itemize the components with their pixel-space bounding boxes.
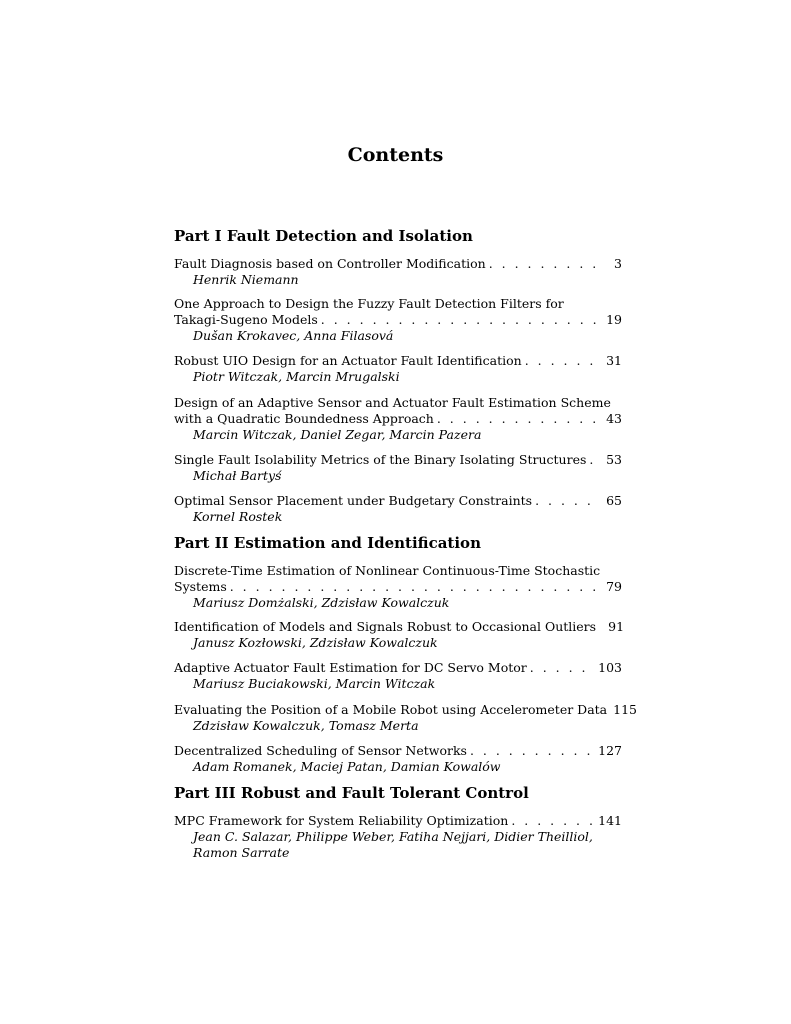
dot-leader [589, 452, 597, 468]
entry-title: Design of an Adaptive Sensor and Actuator Fault Estimation Scheme [174, 395, 611, 410]
dot-leader [511, 813, 595, 829]
dot-leader [321, 312, 597, 328]
entry-title-line [174, 813, 622, 829]
entry-authors: Mariusz Domżalski, Zdzisław Kowalczuk [193, 595, 450, 610]
entry-authors: Henrik Niemann [193, 272, 299, 287]
entry-title: One Approach to Design the Fuzzy Fault Detection Filters for [174, 296, 564, 311]
entry-title: MPC Framework for System Reliability Optimization [174, 813, 509, 828]
page-number: 53 [606, 452, 622, 467]
page-number: 43 [606, 411, 622, 426]
entry-title: with a Quadratic Boundedness Approach [174, 411, 434, 426]
toc-entry[interactable] [174, 619, 625, 651]
toc-entry[interactable] [174, 353, 622, 385]
entry-authors: Mariusz Buciakowski, Marcin Witczak [193, 676, 436, 691]
toc-entry[interactable] [174, 493, 622, 525]
entry-title: Takagi-Sugeno Models [174, 312, 318, 327]
dot-leader [525, 353, 597, 369]
entry-title-line [174, 256, 622, 272]
entry-title: Robust UIO Design for an Actuator Fault Identification [174, 353, 522, 368]
entry-title-line [174, 660, 622, 676]
page-number: 91 [608, 619, 625, 634]
page-number: 31 [606, 353, 622, 368]
entry-title: Identification of Models and Signals Robust to Occasional Outliers [174, 619, 597, 634]
toc-entry[interactable] [174, 702, 637, 734]
dot-leader [535, 493, 597, 509]
page-number: 19 [606, 312, 622, 327]
toc-entry[interactable] [174, 296, 622, 344]
entry-title-line [174, 411, 622, 427]
toc-entry[interactable] [174, 743, 622, 775]
toc-entry[interactable] [174, 395, 622, 443]
entry-authors: Kornel Rostek [193, 509, 283, 524]
entry-authors: Adam Romanek, Maciej Patan, Damian Kowalów [193, 759, 501, 774]
page-number: 3 [614, 256, 622, 271]
entry-authors: Jean C. Salazar, Philippe Weber, Fatiha Nejjari, Didier Theilliol, [193, 829, 593, 844]
entry-authors: Zdzisław Kowalczuk, Tomasz Merta [193, 718, 419, 733]
page-number: 141 [598, 813, 622, 828]
part-heading: Part II Estimation and Identification [174, 534, 481, 552]
toc-entry[interactable] [174, 256, 622, 288]
toc-entry[interactable] [174, 452, 622, 484]
entry-title-line [174, 743, 622, 759]
page-title: Contents [347, 144, 444, 166]
entry-title: Evaluating the Position of a Mobile Robot using Accelerometer Data [174, 702, 608, 717]
dot-leader [530, 660, 595, 676]
entry-title: Optimal Sensor Placement under Budgetary Constraints [174, 493, 533, 508]
dot-leader [470, 743, 595, 759]
entry-title: Adaptive Actuator Fault Estimation for DC Servo Motor [174, 660, 527, 675]
entry-title: Fault Diagnosis based on Controller Modification [174, 256, 486, 271]
entry-title-line [174, 579, 622, 595]
entry-title-line [174, 353, 622, 369]
entry-authors: Michał Bartyś [193, 468, 282, 483]
toc-entry[interactable] [174, 813, 622, 861]
page-number: 127 [598, 743, 622, 758]
entry-title: Discrete-Time Estimation of Nonlinear Continuous-Time Stochastic [174, 563, 601, 578]
entry-title-line [174, 452, 622, 468]
dot-leader [489, 256, 597, 272]
entry-title-line [174, 312, 622, 328]
entry-authors: Piotr Witczak, Marcin Mrugalski [193, 369, 400, 384]
toc-entry[interactable] [174, 660, 622, 692]
entry-title-line [174, 702, 637, 718]
dot-leader [230, 579, 597, 595]
toc-entry[interactable] [174, 563, 622, 611]
page-number: 79 [606, 579, 622, 594]
dot-leader [437, 411, 597, 427]
page-number: 65 [606, 493, 622, 508]
entry-title-line [174, 395, 622, 411]
part-heading: Part I Fault Detection and Isolation [174, 227, 473, 245]
entry-title: Single Fault Isolability Metrics of the Binary Isolating Structures [174, 452, 587, 467]
page-number: 115 [613, 702, 637, 717]
entry-title-line [174, 619, 625, 635]
entry-authors: Dušan Krokavec, Anna Filasová [193, 328, 394, 343]
part-heading: Part III Robust and Fault Tolerant Control [174, 784, 529, 802]
page-number: 103 [598, 660, 622, 675]
entry-authors: Marcin Witczak, Daniel Zegar, Marcin Pazera [193, 427, 482, 442]
entry-title-line [174, 493, 622, 509]
entry-title: Decentralized Scheduling of Sensor Networks [174, 743, 467, 758]
entry-title-line [174, 296, 622, 312]
entry-title-line [174, 563, 622, 579]
entry-authors: Janusz Kozłowski, Zdzisław Kowalczuk [193, 635, 438, 650]
entry-title: Systems [174, 579, 227, 594]
entry-authors: Ramon Sarrate [193, 845, 290, 860]
